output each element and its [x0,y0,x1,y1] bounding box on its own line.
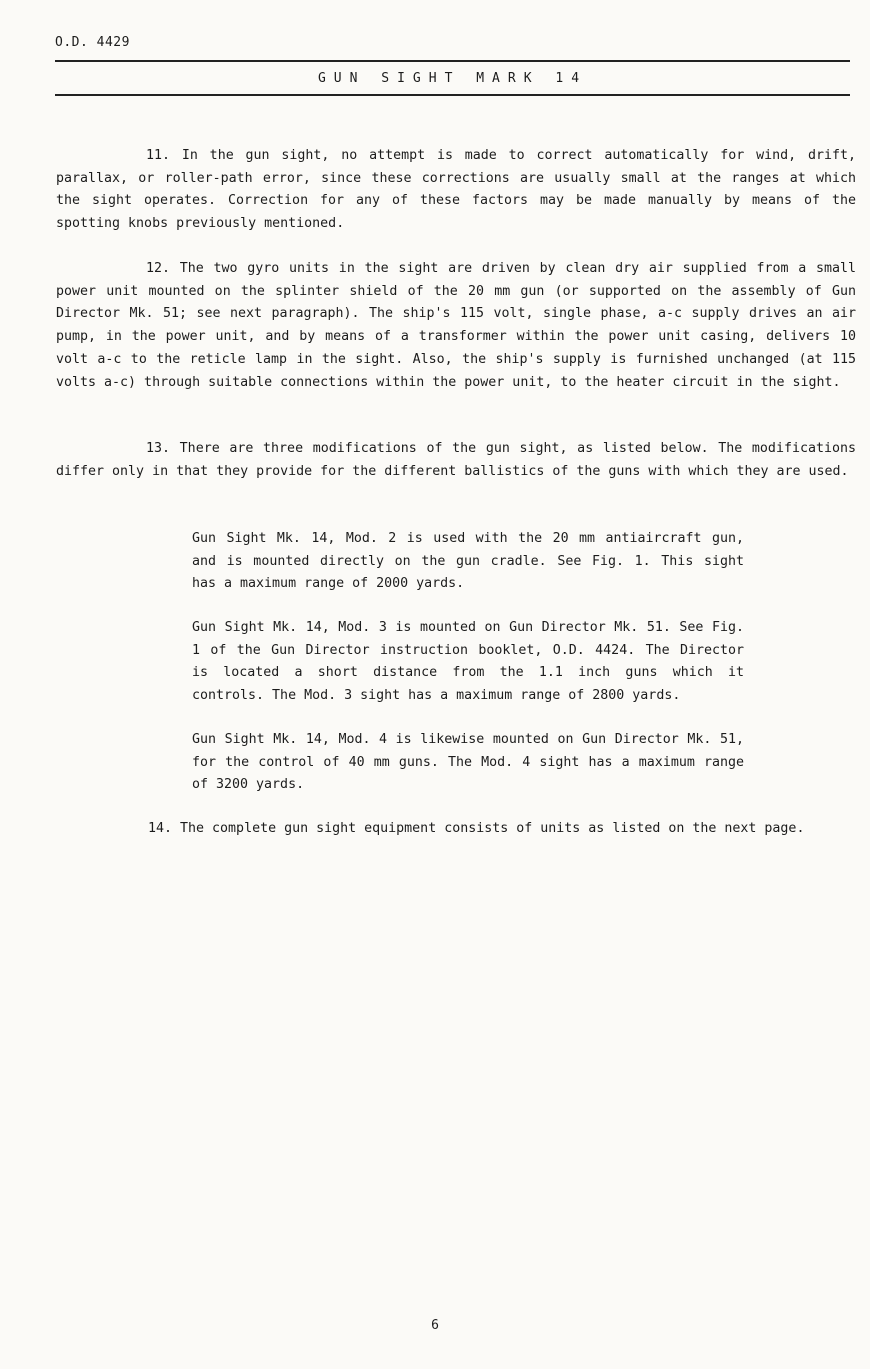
paragraph-14: 14. The complete gun sight equipment consists of units as listed on the next page. [148,821,805,836]
page-number: 6 [431,1318,439,1333]
header-top-rule [55,60,850,62]
modification-4-paragraph: Gun Sight Mk. 14, Mod. 4 is likewise mounted on Gun Director Mk. 51, for the control of 40 mm guns. The Mod. 4 sight has a maximum range of 3200 yards. [192,732,744,793]
header-bottom-rule [55,94,850,96]
modification-2-paragraph: Gun Sight Mk. 14, Mod. 2 is used with the 20 mm antiaircraft gun, and is mounted directly on the gun cradle. See Fig. 1. This sight has a maximum range of 2000 yards. [192,531,744,592]
paragraph-11: 11. In the gun sight, no attempt is made to correct automatically for wind, drift, parallax, or roller-path error, since these corrections are usually small at the ranges at which the sight operates. Correction for any of these factors may be made manually by means of the spotting knobs previously mentioned. [56,148,856,232]
modification-3-paragraph: Gun Sight Mk. 14, Mod. 3 is mounted on Gun Director Mk. 51. See Fig. 1 of the Gun Director instruction booklet, O.D. 4424. The Director is located a short distance from the 1.1 inch guns which it controls. The Mod. 3 sight has a maximum range of 2800 yards. [192,620,744,704]
page-title: GUN SIGHT MARK 14 [317,71,588,86]
document-number: O.D. 4429 [55,35,130,50]
paragraph-12: 12. The two gyro units in the sight are driven by clean dry air supplied from a small power unit mounted on the splinter shield of the 20 mm gun (or supported on the assembly of Gun Director Mk. 51; see next paragraph). The ship's 115 volt, single phase, a-c supply drives an air pump, in the power unit, and by means of a transformer within the power unit casing, delivers 10 volt a-c to the reticle lamp in the sight. Also, the ship's supply is furnished unchanged (at 115 volts a-c) through suitable connections within the power unit, to the heater circuit in the sight. [56,261,856,390]
paragraph-13: 13. There are three modifications of the gun sight, as listed below. The modifications differ only in that they provide for the different ballistics of the guns with which they are used. [56,441,856,479]
